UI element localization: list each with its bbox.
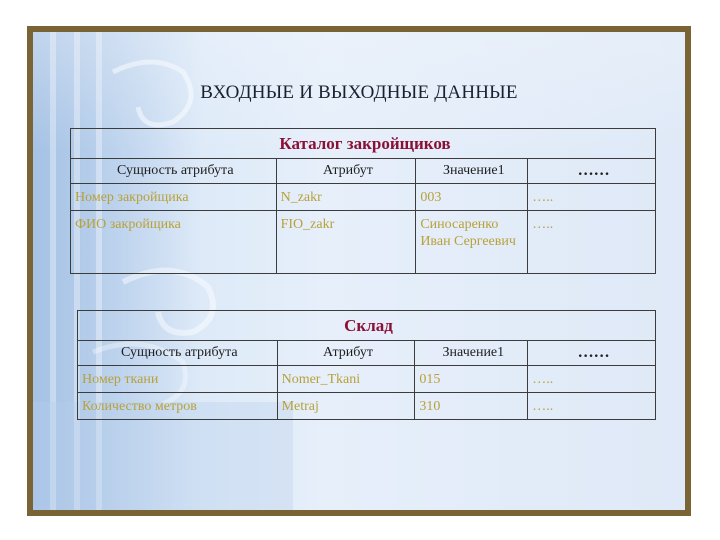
table-caption: Склад: [78, 311, 656, 341]
table-cell: Номер ткани: [82, 372, 159, 387]
table-row: [78, 366, 656, 393]
column-header: Значение1: [416, 159, 528, 184]
table-cell: 003: [420, 190, 442, 205]
column-header: Атрибут: [276, 159, 416, 184]
table-cell: ФИО закройщика: [75, 217, 181, 232]
table-cell: …..: [532, 399, 554, 414]
table-caption: Каталог закройщиков: [71, 129, 656, 159]
table-row: [78, 393, 656, 420]
table-cell: N_zakr: [280, 190, 322, 205]
slide-title: ВХОДНЫЕ И ВЫХОДНЫЕ ДАННЫЕ: [200, 82, 518, 103]
table-cell: 015: [419, 372, 441, 387]
table-cell: Количество метров: [82, 399, 197, 414]
table-row: [71, 184, 656, 211]
column-header: ……: [528, 341, 656, 366]
column-header: Значение1: [415, 341, 528, 366]
table-cell: …..: [532, 190, 554, 205]
column-header: ……: [528, 159, 656, 184]
column-header: Атрибут: [277, 341, 415, 366]
table-cell: Синосаренко Иван Сергеевич: [420, 217, 516, 249]
column-header: Сущность атрибута: [71, 159, 277, 184]
table-cell: Nomer_Tkani: [281, 372, 361, 387]
column-header: Сущность атрибута: [78, 341, 278, 366]
table-warehouse: [77, 310, 656, 420]
slide: [33, 32, 685, 510]
table-cell: …..: [532, 372, 554, 387]
table-cell: FIO_zakr: [280, 217, 335, 232]
table-tailor-catalog: [70, 128, 656, 274]
table-cell: …..: [532, 217, 554, 232]
table-header-row: [78, 341, 656, 366]
table-cell: Номер закройщика: [75, 190, 189, 205]
table-row: [71, 211, 656, 274]
table-cell: Metraj: [281, 399, 319, 414]
table-header-row: [71, 159, 656, 184]
table-cell: 310: [419, 399, 441, 414]
